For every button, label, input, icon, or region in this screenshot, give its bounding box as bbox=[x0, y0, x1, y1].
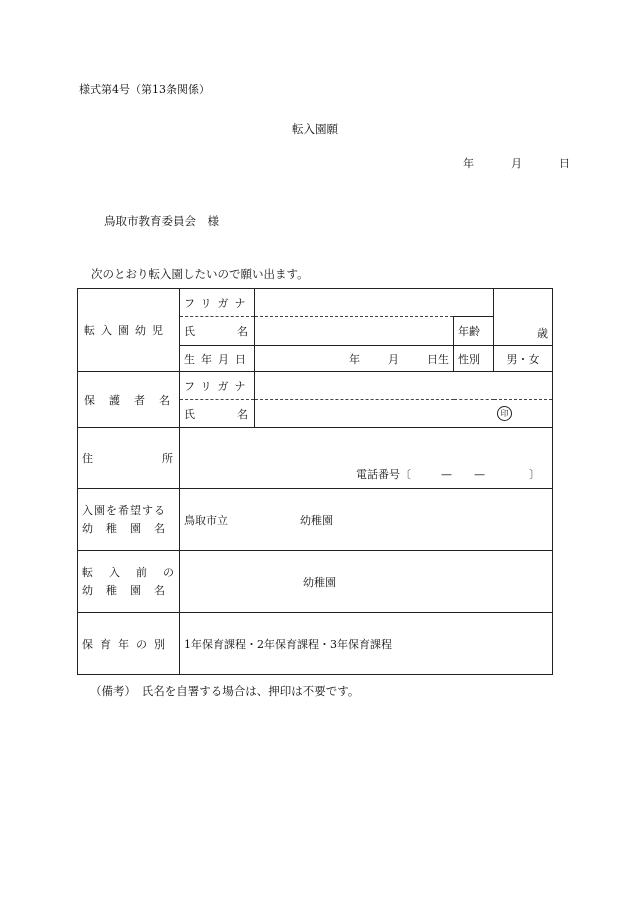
child-name-field[interactable] bbox=[255, 317, 454, 346]
phone-label: 電話番号〔 bbox=[356, 468, 411, 481]
phone-line: 電話番号〔 — — 〕 bbox=[356, 468, 540, 481]
date-day-label: 日 bbox=[559, 157, 570, 170]
child-section-label bbox=[78, 289, 180, 372]
age-cell[interactable] bbox=[494, 289, 553, 346]
previous-kindergarten-label: 転入前の 幼稚園名 bbox=[78, 551, 180, 613]
previous-kindergarten-field[interactable] bbox=[180, 551, 553, 613]
form-number: 様式第4号（第13条関係） bbox=[79, 83, 210, 96]
course-label: 保育年の別 bbox=[78, 613, 180, 675]
addressee: 鳥取市教育委員会 様 bbox=[104, 214, 219, 228]
child-label: 転入園幼児 bbox=[84, 324, 169, 337]
intro-text: 次のとおり転入園したいので願い出ます。 bbox=[91, 267, 309, 281]
guardian-label-cell bbox=[78, 372, 184, 428]
document-title: 転入園願 bbox=[292, 122, 338, 136]
remark-note: （備考） 氏名を自署する場合は、押印は不要です。 bbox=[90, 684, 360, 698]
age-label: 年齢 bbox=[454, 317, 494, 346]
child-name-label: 氏 名 bbox=[180, 317, 255, 346]
application-form-table bbox=[77, 288, 553, 675]
gender-label: 性別 bbox=[454, 346, 494, 372]
guardian-furigana-label: フリガナ bbox=[180, 372, 255, 400]
child-furigana-label: フリガナ bbox=[180, 289, 255, 317]
course-options[interactable]: 1年保育課程・2年保育課程・3年保育課程 bbox=[180, 613, 553, 675]
guardian-name-label: 氏 名 bbox=[180, 400, 255, 428]
date-month-label: 月 bbox=[511, 157, 522, 170]
desired-kindergarten-field[interactable] bbox=[180, 489, 553, 551]
desired-city: 鳥取市立 bbox=[184, 513, 228, 527]
previous-kindergarten-suffix: 幼稚園 bbox=[303, 575, 336, 589]
birthdate-label: 生年月日 bbox=[180, 346, 255, 372]
date-line bbox=[463, 155, 570, 171]
address-field[interactable] bbox=[180, 428, 553, 489]
address-label-cell: 住 所 bbox=[78, 428, 180, 489]
guardian-furigana-field[interactable] bbox=[255, 372, 553, 400]
seal-icon: 印 bbox=[497, 406, 512, 421]
gender-options[interactable]: 男・女 bbox=[494, 346, 553, 372]
desired-kindergarten-label: 入園を希望する 幼稚園名 bbox=[78, 489, 180, 551]
date-year-label: 年 bbox=[463, 157, 474, 170]
birthdate-field[interactable]: 年 月 日生 bbox=[255, 346, 454, 372]
guardian-label: 保護者名 bbox=[84, 393, 184, 407]
age-unit: 歳 bbox=[537, 327, 548, 340]
desired-kindergarten-suffix: 幼稚園 bbox=[300, 513, 333, 527]
child-furigana-field[interactable] bbox=[255, 289, 494, 317]
guardian-name-field[interactable] bbox=[255, 400, 553, 428]
